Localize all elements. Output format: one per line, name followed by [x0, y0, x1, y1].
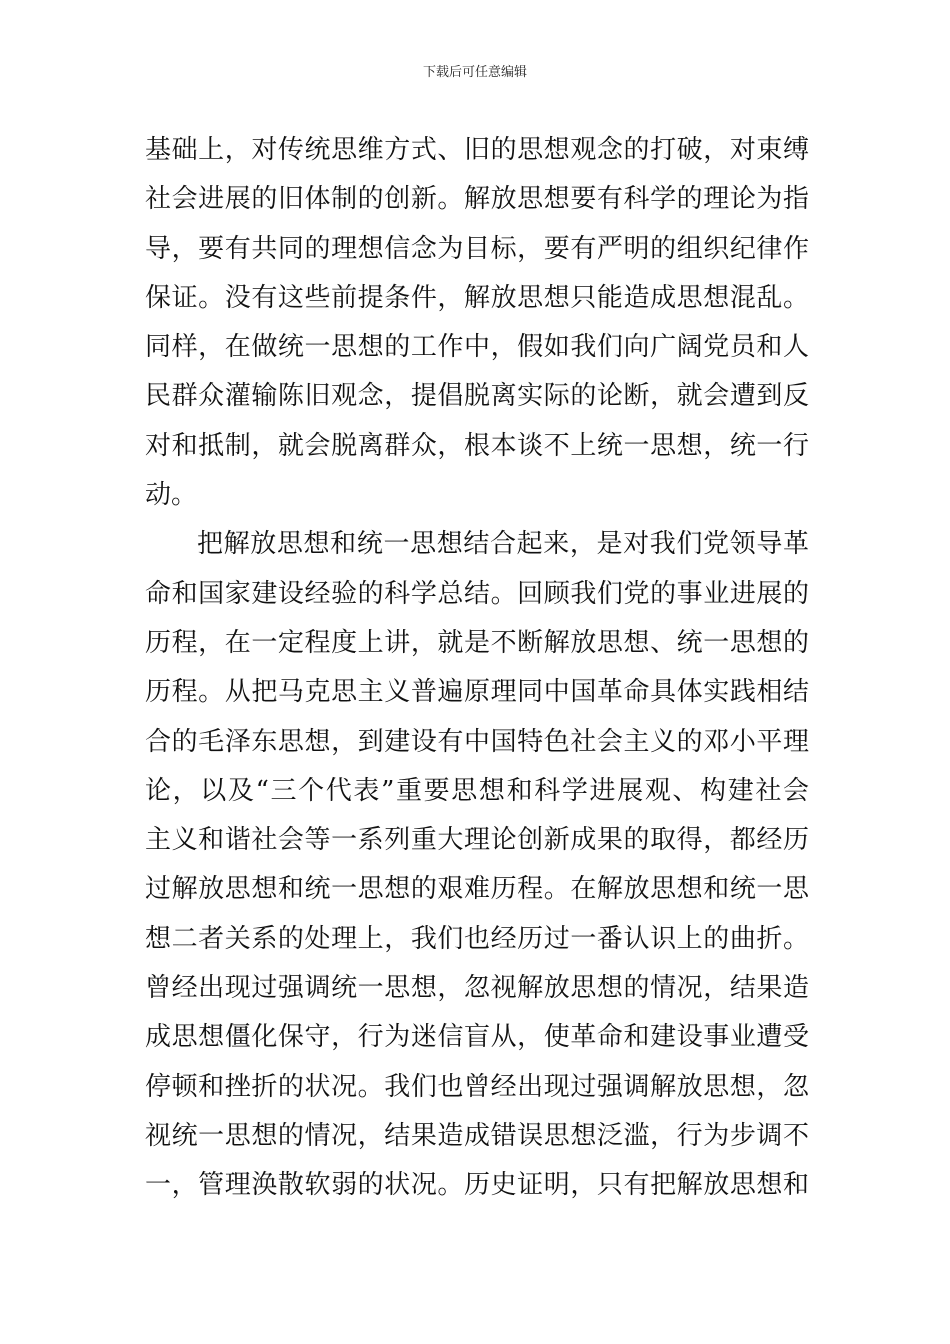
- text-line: 一，管理涣散软弱的状况。历史证明，只有把解放思想和: [145, 1170, 809, 1201]
- text-line: 对和抵制，就会脱离群众，根本谈不上统一思想，统一行: [145, 430, 809, 461]
- text-line: 把解放思想和统一思想结合起来，是对我们党领导革: [197, 529, 809, 560]
- text-line: 视统一思想的情况，结果造成错误思想泛滥，行为步调不: [145, 1120, 809, 1151]
- text-line: 导，要有共同的理想信念为目标，要有严明的组织纪律作: [145, 233, 809, 264]
- text-line: 民群众灌输陈旧观念，提倡脱离实际的论断，就会遭到反: [145, 381, 809, 412]
- page-header: 下载后可任意编辑: [422, 65, 527, 80]
- text-line: 社会进展的旧体制的创新。解放思想要有科学的理论为指: [145, 184, 809, 215]
- text-line: 主义和谐社会等一系列重大理论创新成果的取得，都经历: [145, 825, 809, 856]
- text-line: 想二者关系的处理上，我们也经历过一番认识上的曲折。: [145, 923, 809, 954]
- text-line: 停顿和挫折的状况。我们也曾经出现过强调解放思想，忽: [145, 1071, 809, 1102]
- text-line: 动。: [145, 480, 198, 511]
- text-line: 历程。从把马克思主义普遍原理同中国革命具体实践相结: [145, 677, 809, 708]
- text-line: 成思想僵化保守，行为迷信盲从，使革命和建设事业遭受: [145, 1022, 809, 1053]
- document-body: [145, 126, 809, 1211]
- text-line: 曾经出现过强调统一思想，忽视解放思想的情况，结果造: [145, 973, 809, 1004]
- text-line: 保证。没有这些前提条件，解放思想只能造成思想混乱。: [145, 282, 809, 313]
- text-line: 基础上，对传统思维方式、旧的思想观念的打破，对束缚: [145, 135, 809, 165]
- text-line: 命和国家建设经验的科学总结。回顾我们党的事业进展的: [145, 578, 809, 609]
- text-line: 过解放思想和统一思想的艰难历程。在解放思想和统一思: [145, 874, 809, 905]
- text-line: 论，以及“三个代表”重要思想和科学进展观、构建社会: [145, 775, 809, 806]
- text-line: 合的毛泽东思想，到建设有中国特色社会主义的邓小平理: [145, 726, 809, 757]
- text-line: 同样，在做统一思想的工作中，假如我们向广阔党员和人: [145, 332, 809, 363]
- text-line: 历程，在一定程度上讲，就是不断解放思想、统一思想的: [145, 627, 809, 658]
